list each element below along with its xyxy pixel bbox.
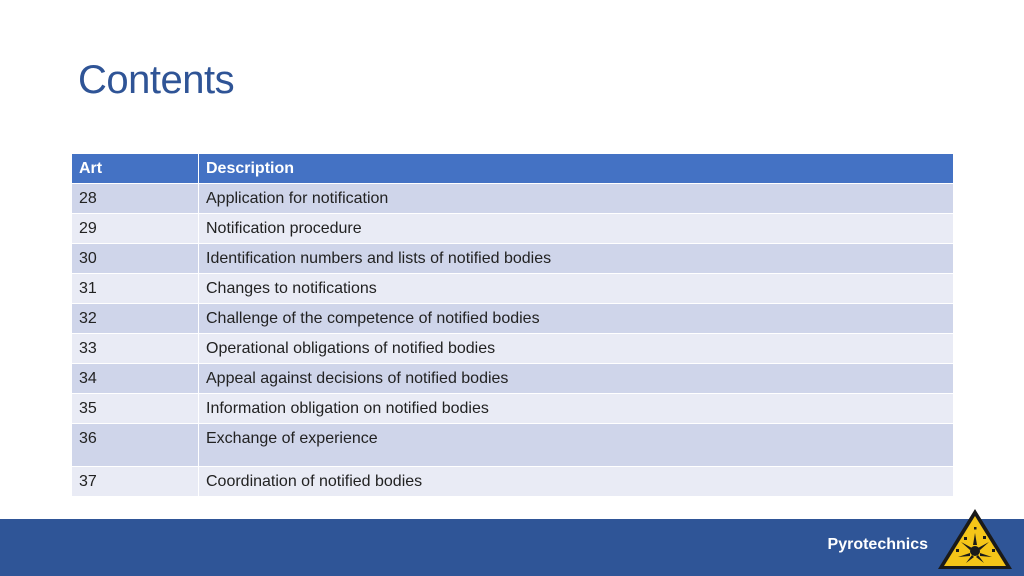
article-number: 33 <box>72 334 199 364</box>
table-row <box>72 467 954 497</box>
table-row <box>72 364 954 394</box>
article-number: 32 <box>72 304 199 334</box>
table-row <box>72 184 954 214</box>
article-number: 35 <box>72 394 199 424</box>
table-row <box>72 424 954 467</box>
table-row <box>72 304 954 334</box>
article-description: Challenge of the competence of notified bodies <box>199 304 954 334</box>
header-description: Description <box>199 154 954 184</box>
explosive-hazard-icon <box>936 507 1014 571</box>
slide-title: Contents <box>78 58 235 102</box>
article-description: Coordination of notified bodies <box>199 467 954 497</box>
article-number: 30 <box>72 244 199 274</box>
article-number: 37 <box>72 467 199 497</box>
table-row <box>72 244 954 274</box>
article-number: 29 <box>72 214 199 244</box>
table-row <box>72 334 954 364</box>
article-description: Application for notification <box>199 184 954 214</box>
table-row <box>72 274 954 304</box>
article-number: 36 <box>72 424 199 467</box>
article-description: Identification numbers and lists of notified bodies <box>199 244 954 274</box>
table-row <box>72 214 954 244</box>
article-description: Notification procedure <box>199 214 954 244</box>
footer-label: Pyrotechnics <box>827 536 928 553</box>
table-header-row <box>72 154 954 184</box>
article-number: 31 <box>72 274 199 304</box>
table-row <box>72 394 954 424</box>
article-description: Changes to notifications <box>199 274 954 304</box>
article-description: Information obligation on notified bodies <box>199 394 954 424</box>
contents-table <box>71 153 954 497</box>
article-number: 28 <box>72 184 199 214</box>
article-description: Exchange of experience <box>199 424 954 467</box>
header-art: Art <box>72 154 199 184</box>
article-description: Operational obligations of notified bodies <box>199 334 954 364</box>
article-number: 34 <box>72 364 199 394</box>
article-description: Appeal against decisions of notified bodies <box>199 364 954 394</box>
